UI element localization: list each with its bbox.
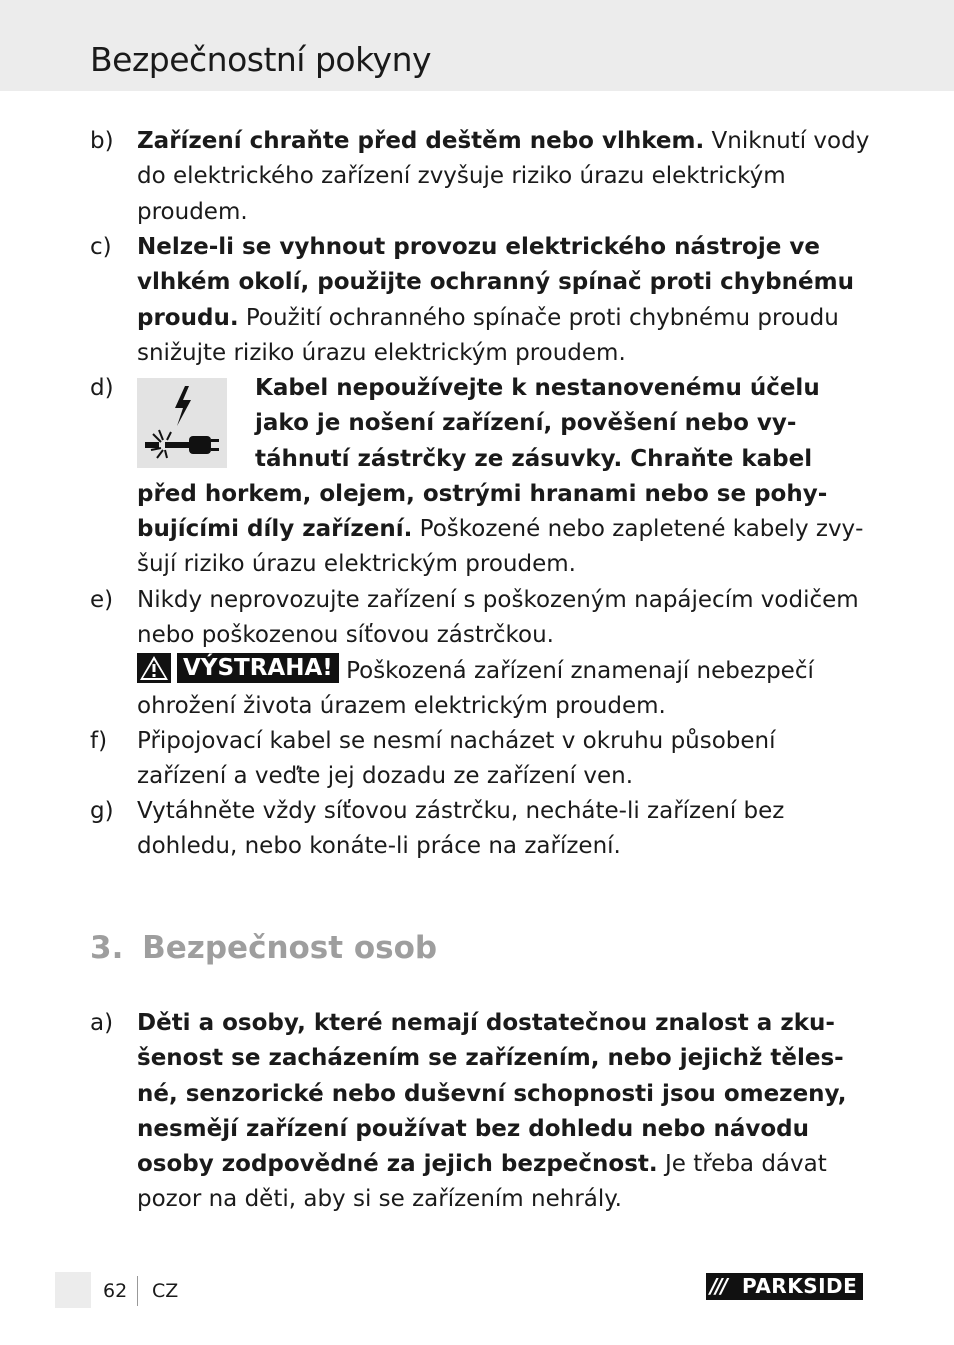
item-text: Připojovací kabel se nesmí nacházet v okruhu působení zařízení a veďte jej dozadu ze zařízení ven.: [137, 728, 776, 790]
page-number: 62: [103, 1280, 128, 1302]
item-label: a): [90, 1010, 114, 1036]
language-code: CZ: [152, 1280, 179, 1302]
item-text: Vniknutí vody do elektrického zařízení zvyšuje riziko úrazu elektrickým proudem.: [137, 128, 870, 225]
item-label: e): [90, 587, 114, 613]
list-item-d: [90, 371, 870, 583]
section-heading: [90, 930, 437, 966]
item-text: Nikdy neprovozujte zařízení s poškozeným napájecím vodičem nebo poškozenou síťovou zástrčkou.: [137, 587, 859, 649]
footer-divider: [137, 1276, 138, 1306]
item-bold-text: Zařízení chraňte před deštěm nebo vlhkem.: [137, 128, 705, 154]
section-title: Bezpečnost osob: [142, 930, 438, 966]
item-label: g): [90, 798, 114, 824]
item-bold-text: Kabel nepoužívejte k nestanovenému účelu jako je nošení zařízení, pověšení nebo vytáhnutí zástrčky ze zásuvky. Chraňte kabel před horkem, olejem, ostrými hranami nebo se pohybujícími díly zařízení.: [137, 375, 828, 543]
footer-marker: [55, 1272, 91, 1308]
list-item-f: [90, 724, 870, 795]
section-number: 3.: [90, 930, 124, 966]
item-bold-text: Děti a osoby, které nemají dostatečnou znalost a zkušenost se zacházením se zařízením, nebo jejichž tělesné, senzorické nebo duševní schopnosti jsou omezeny, nesmějí zařízení používat bez dohledu nebo návodu osoby zodpovědné za jejich bezpečnost.: [137, 1010, 847, 1178]
list-item-a: [90, 1006, 870, 1218]
logo-text: PARKSIDE: [742, 1274, 858, 1298]
item-label: c): [90, 234, 112, 260]
list-item-e: [90, 583, 870, 724]
item-text: Je třeba dávat pozor na děti, aby si se zařízením nehrály.: [137, 1151, 827, 1213]
item-text: Poškozené nebo zapletené kabely zvyšují riziko úrazu elektrickým proudem.: [137, 516, 864, 578]
warning-label: VÝSTRAHA!: [177, 653, 339, 683]
item-text: Vytáhněte vždy síťovou zástrčku, necháte-li zařízení bez dohledu, nebo konáte-li práce na zařízení.: [137, 798, 785, 860]
page-header: [0, 0, 954, 91]
warning-text: Poškozená zařízení znamenají nebezpečí ohrožení života úrazem elektrickým proudem.: [137, 657, 814, 719]
page-title: Bezpečnostní pokyny: [90, 40, 432, 79]
brand-logo: [706, 1273, 863, 1300]
item-bold-text: Nelze-li se vyhnout provozu elektrického nástroje ve vlhkém okolí, použijte ochranný spínač proti chybnému proudu.: [137, 234, 854, 331]
item-label: f): [90, 728, 108, 754]
item-label: d): [90, 375, 114, 401]
warning-triangle-icon: [137, 653, 171, 683]
list-item-b: [90, 124, 870, 230]
item-text: Použití ochranného spínače proti chybnému proudu snižujte riziko úrazu elektrickým proudem.: [137, 304, 839, 366]
logo-stripes: ///: [710, 1274, 726, 1298]
item-label: b): [90, 128, 114, 154]
list-item-c: [90, 230, 870, 371]
list-item-g: [90, 794, 870, 865]
warning-badge: [137, 650, 339, 685]
